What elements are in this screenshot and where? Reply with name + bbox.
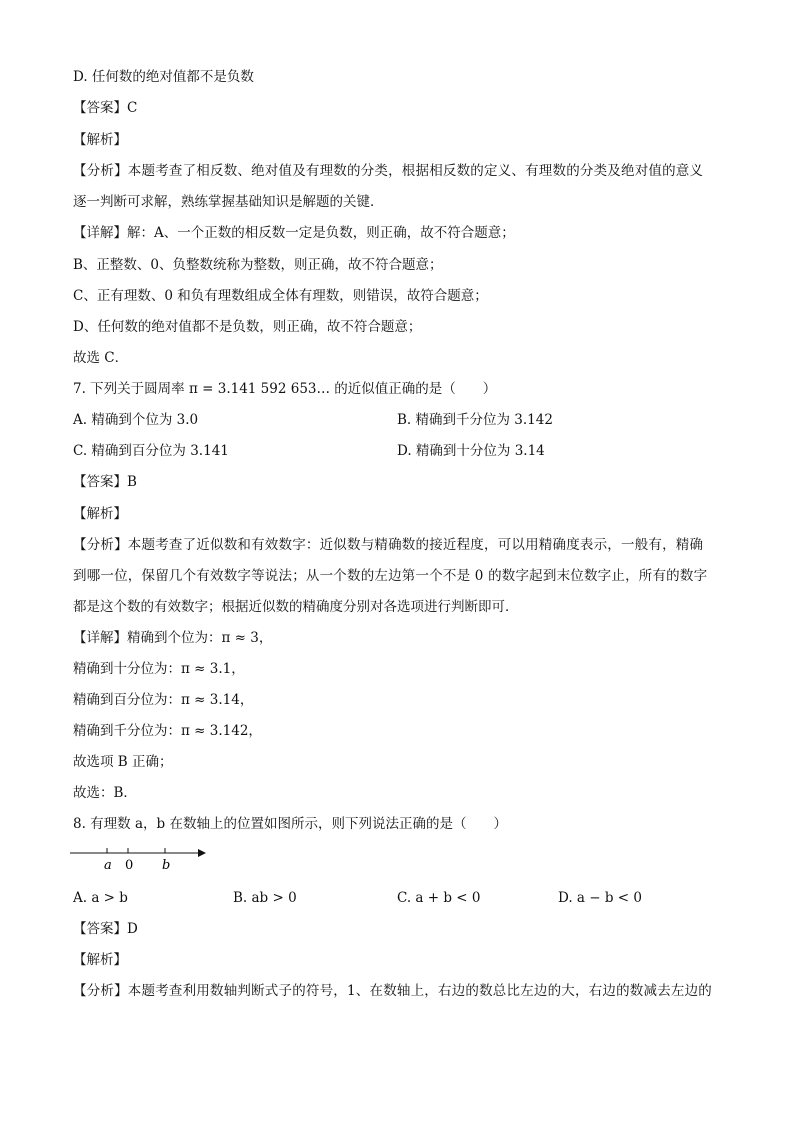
number-line-figure: [70, 843, 210, 873]
detail-text: 【详解】精确到个位为：π ≈ 3，: [73, 630, 273, 646]
analysis-text: 【分析】本题考查利用数轴判断式子的符号，1、在数轴上，右边的数总比左边的大，右边的数减去左边的: [73, 983, 712, 999]
answer-label: 【答案】B: [73, 474, 137, 490]
detail-text: 【详解】解：A、一个正数的相反数一定是负数，则正确，故不符合题意；: [73, 225, 515, 241]
q8-option-b: B. ab > 0: [233, 890, 297, 906]
analysis-text: 都是这个数的有效数字；根据近似数的精确度分别对各选项进行判断即可．: [73, 599, 519, 615]
q8-option-a: A. a > b: [73, 890, 128, 906]
analysis-text: 到哪一位，保留几个有效数字等说法；从一个数的左边第一个不是 0 的数字起到末位数字止，所有的数字: [73, 568, 708, 584]
option-d-text: D. 任何数的绝对值都不是负数: [73, 69, 254, 85]
detail-text: C、正有理数、0 和负有理数组成全体有理数，则错误，故符合题意；: [73, 288, 488, 304]
detail-text: 故选项 B 正确；: [73, 754, 173, 770]
analysis-heading: 【解析】: [73, 506, 127, 522]
analysis-heading: 【解析】: [73, 132, 127, 148]
detail-text: 精确到千分位为：π ≈ 3.142，: [73, 723, 262, 739]
analysis-text: 【分析】本题考查了相反数、绝对值及有理数的分类，根据相反数的定义、有理数的分类及绝对值的意义: [73, 163, 704, 179]
answer-label: 【答案】D: [73, 921, 138, 937]
conclusion-text: 故选 C．: [73, 350, 129, 366]
q7-option-c: C. 精确到百分位为 3.141: [73, 443, 229, 459]
detail-text: 精确到百分位为：π ≈ 3.14，: [73, 692, 254, 708]
label-a: a: [104, 858, 112, 873]
number-line-arrow: [198, 849, 206, 857]
answer-label: 【答案】C: [73, 100, 138, 116]
q8-option-d: D. a − b < 0: [558, 890, 642, 906]
detail-text: D、任何数的绝对值都不是负数，则正确，故不符合题意；: [73, 319, 422, 335]
q7-option-a: A. 精确到个位为 3.0: [73, 412, 199, 428]
q8-option-c: C. a + b < 0: [397, 890, 481, 906]
analysis-text: 逐一判断可求解，熟练掌握基础知识是解题的关键．: [73, 194, 384, 210]
q7-option-d: D. 精确到十分位为 3.14: [397, 443, 545, 459]
label-0: 0: [125, 858, 134, 873]
q7-option-b: B. 精确到千分位为 3.142: [397, 412, 553, 428]
analysis-text: 【分析】本题考查了近似数和有效数字：近似数与精确数的接近程度，可以用精确度表示，一般有，精确: [73, 537, 704, 553]
conclusion-text: 故选：B．: [73, 785, 137, 801]
label-b: b: [162, 858, 171, 873]
analysis-heading: 【解析】: [73, 952, 127, 968]
question-8: 8. 有理数 a，b 在数轴上的位置如图所示，则下列说法正确的是（ ）: [73, 816, 507, 832]
question-7: 7. 下列关于圆周率 π = 3.141 592 653… 的近似值正确的是（ ）: [73, 381, 497, 397]
detail-text: B、正整数、0、负整数统称为整数，则正确，故不符合题意；: [73, 257, 443, 273]
detail-text: 精确到十分位为：π ≈ 3.1，: [73, 661, 245, 677]
